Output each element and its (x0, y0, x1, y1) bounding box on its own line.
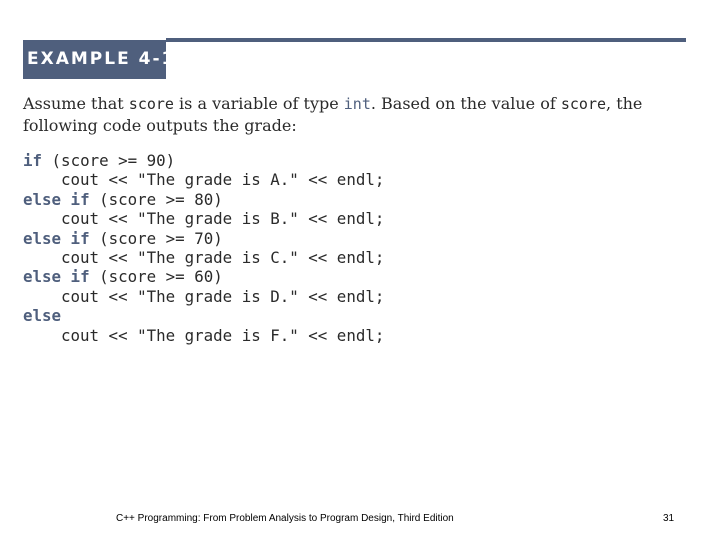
code-text: cout << "The grade is C." << endl; (61, 248, 385, 268)
code-block (23, 151, 384, 345)
code-text: cout << "The grade is B." << endl; (61, 209, 385, 229)
code-keyword: else if (23, 267, 90, 287)
code-line-3 (23, 190, 223, 209)
intro-text-2: is a variable of type (173, 94, 344, 113)
code-text: (score >= 90) (42, 151, 176, 170)
code-keyword: if (23, 151, 43, 170)
code-text: (score >= 70) (89, 228, 223, 248)
page-number: 31 (663, 513, 675, 524)
footer-text: C++ Programming: From Problem Analysis to Program Design, Third Edition (116, 513, 454, 524)
code-line-5 (23, 229, 223, 248)
code-text: cout << "The grade is D." << endl; (61, 286, 385, 306)
code-keyword: else if (23, 228, 90, 248)
intro-code-score: score (128, 95, 174, 113)
code-text: cout << "The grade is F." << endl; (61, 325, 385, 345)
code-line-9 (23, 306, 61, 325)
code-line-4 (23, 209, 384, 228)
intro-text-4: , the following code outputs the grade: (23, 94, 643, 135)
example-header-rule (166, 38, 686, 42)
code-text: (score >= 80) (89, 189, 223, 209)
example-title: EXAMPLE 4-19 (27, 49, 190, 69)
code-keyword: else (23, 306, 62, 326)
code-line-6 (23, 248, 384, 267)
code-line-1 (23, 151, 175, 170)
intro-paragraph (23, 93, 693, 137)
code-line-10 (23, 326, 384, 345)
code-line-8 (23, 287, 384, 306)
intro-code-int: int (343, 95, 371, 113)
code-line-7 (23, 267, 223, 286)
code-keyword: else if (23, 189, 90, 209)
intro-code-score-2: score (560, 95, 607, 113)
code-text: cout << "The grade is A." << endl; (61, 170, 385, 190)
intro-text-1: Assume that (23, 94, 129, 113)
code-text: (score >= 60) (89, 267, 223, 287)
intro-text-3: . Based on the value of (370, 94, 561, 113)
code-line-2 (23, 170, 384, 189)
